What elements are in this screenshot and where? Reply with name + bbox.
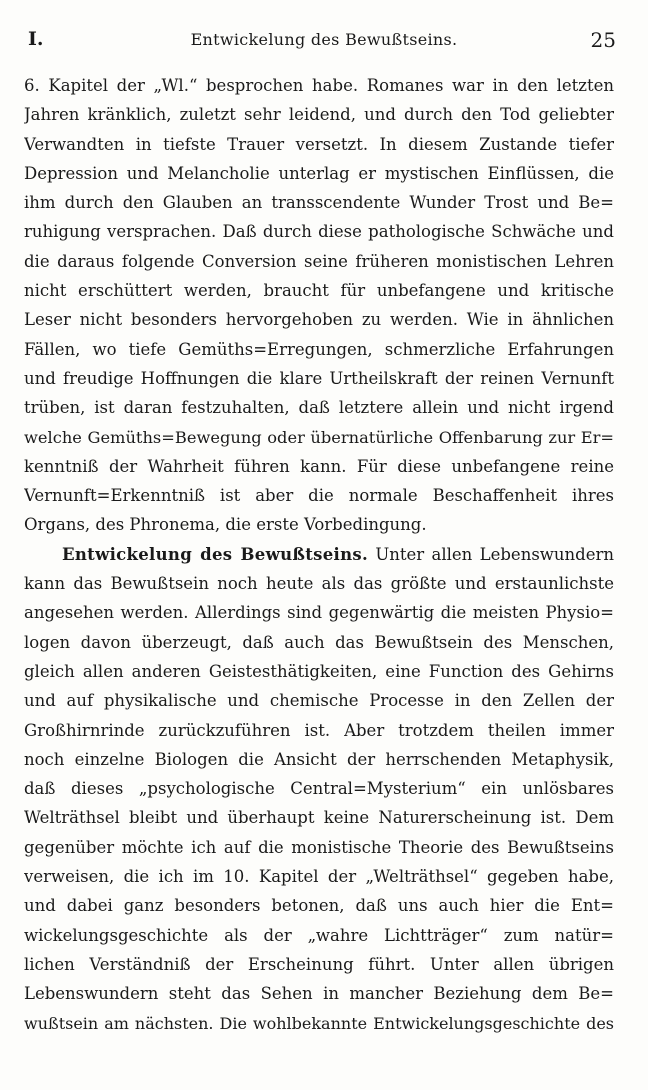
text-line: lichen Verständniß der Erscheinung führt. Unter allen übrigen <box>24 954 614 974</box>
text-line: verweisen, die ich im 10. Kapitel der „Welträthsel“ gegeben habe, <box>24 867 614 887</box>
running-title: Entwickelung des Bewußtseins. <box>190 30 458 49</box>
text-line: wickelungsgeschichte als der „wahre Lichtträger“ zum natür= <box>24 925 614 945</box>
text-line: trüben, ist daran festzuhalten, daß letztere allein und nicht irgend <box>24 398 614 418</box>
text-line: und dabei ganz besonders betonen, daß uns auch hier die Ent= <box>24 896 614 916</box>
text-line: Vernunft=Erkenntniß ist aber die normale Beschaffenheit ihres <box>24 486 614 506</box>
text-line: daß dieses „psychologische Central=Mysterium“ ein unlösbares <box>24 779 614 799</box>
page-number: 25 <box>590 28 616 52</box>
volume-number: I. <box>28 28 44 50</box>
text-line: wußtsein am nächsten. Die wohlbekannte Entwickelungsgeschichte des <box>24 1013 614 1033</box>
text-line: gleich allen anderen Geistesthätigkeiten, eine Function des Gehirns <box>24 661 614 681</box>
text-line: kann das Bewußtsein noch heute als das größte und erstaunlichste <box>24 574 614 594</box>
text-line: welche Gemüths=Bewegung oder übernatürliche Offenbarung zur Er= <box>24 427 614 447</box>
section-heading-line <box>24 540 614 569</box>
paragraph-romanes <box>24 71 614 540</box>
text-line: Leser nicht besonders hervorgehoben zu werden. Wie in ähnlichen <box>24 310 614 330</box>
text-line: Jahren kränklich, zuletzt sehr leidend, und durch den Tod geliebter <box>24 105 614 125</box>
section-heading: Entwickelung des Bewußtseins. <box>62 544 369 564</box>
text-line: noch einzelne Biologen die Ansicht der herrschenden Metaphysik, <box>24 749 614 769</box>
text-line: ihm durch den Glauben an transscendente Wunder Trost und Be= <box>24 193 614 213</box>
heading-line-rest: Unter allen Lebenswundern <box>375 544 614 564</box>
text-line: 6. Kapitel der „Wl.“ besprochen habe. Romanes war in den letzten <box>24 76 614 95</box>
text-line: gegenüber möchte ich auf die monistische Theorie des Bewußtseins <box>24 837 614 857</box>
text-line: Fällen, wo tiefe Gemüths=Erregungen, schmerzliche Erfahrungen <box>24 339 614 359</box>
text-line: und auf physikalische und chemische Processe in den Zellen der <box>24 691 614 711</box>
text-line: Lebenswundern steht das Sehen in mancher Beziehung dem Be= <box>24 984 614 1004</box>
body-text <box>24 71 614 1038</box>
text-line: logen davon überzeugt, daß auch das Bewußtsein des Menschen, <box>24 632 614 652</box>
paragraph-bewusstsein <box>24 540 614 1038</box>
text-line: Welträthsel bleibt und überhaupt keine Naturerscheinung ist. Dem <box>24 808 614 828</box>
text-line: Depression und Melancholie unterlag er mystischen Einflüssen, die <box>24 163 614 183</box>
text-line: angesehen werden. Allerdings sind gegenwärtig die meisten Physio= <box>24 603 614 623</box>
text-line: Verwandten in tiefste Trauer versetzt. In diesem Zustande tiefer <box>24 134 614 154</box>
text-line: kenntniß der Wahrheit führen kann. Für diese unbefangene reine <box>24 456 614 476</box>
text-line: nicht erschüttert werden, braucht für unbefangene und kritische <box>24 281 614 301</box>
text-line: ruhigung versprachen. Daß durch diese pathologische Schwäche und <box>24 222 614 242</box>
text-line: Organs, des Phronema, die erste Vorbedingung. <box>24 515 427 535</box>
text-line: die daraus folgende Conversion seine früheren monistischen Lehren <box>24 251 614 271</box>
text-line: Großhirnrinde zurückzuführen ist. Aber trotzdem theilen immer <box>24 720 614 740</box>
text-line: und freudige Hoffnungen die klare Urtheilskraft der reinen Vernunft <box>24 368 614 388</box>
page-header <box>22 28 626 58</box>
